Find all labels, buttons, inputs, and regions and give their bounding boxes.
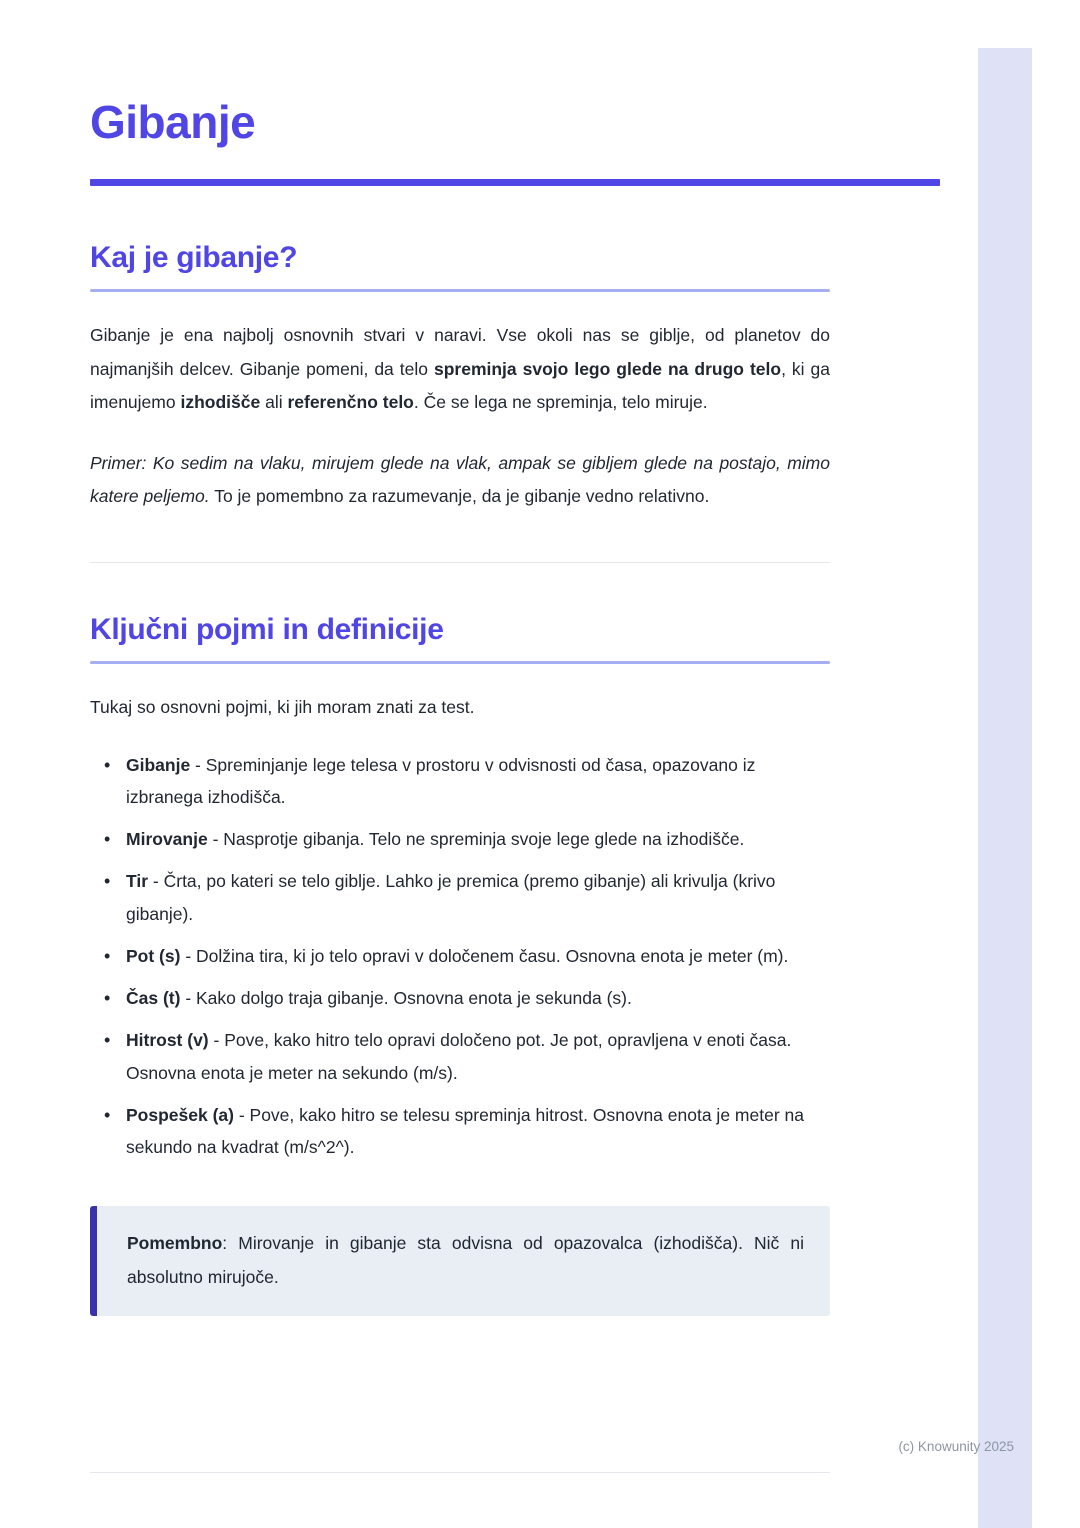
page-title: Gibanje	[90, 96, 256, 148]
paragraph-example	[90, 447, 830, 514]
side-strip	[978, 48, 1032, 1528]
list-item	[104, 982, 830, 1015]
paragraph-bold: spreminja svojo lego glede na drugo telo	[433, 358, 782, 379]
term-label: Čas (t)	[126, 987, 181, 1008]
title-rule	[90, 179, 940, 186]
content-column	[90, 0, 830, 1316]
callout-label: Pomembno	[127, 1233, 223, 1254]
paragraph-list-intro: Tukaj so osnovni pojmi, ki jih moram znati za test.	[90, 696, 475, 717]
term-label: Pospešek (a)	[126, 1104, 234, 1125]
term-definition: - Dolžina tira, ki jo telo opravi v določenem času. Osnovna enota je meter (m).	[180, 946, 789, 967]
important-callout	[90, 1206, 830, 1316]
list-item	[104, 749, 830, 815]
paragraph-italic: Primer: Ko sedim na vlaku, mirujem glede na vlak, ampak se gibljem glede na postajo, mimo katere peljemo.	[90, 452, 830, 507]
term-label: Mirovanje	[126, 829, 208, 850]
paragraph-text: ali	[260, 392, 288, 413]
term-definition: - Pove, kako hitro telo opravi določeno pot. Je pot, opravljena v enoti časa. Osnovna enota je meter na sekundo (m/s).	[126, 1029, 792, 1083]
paragraph-bold: izhodišče	[180, 392, 261, 413]
term-label: Tir	[126, 871, 149, 892]
term-label: Gibanje	[126, 754, 191, 775]
bottom-divider	[90, 1472, 830, 1473]
term-definition: - Črta, po kateri se telo giblje. Lahko je premica (premo gibanje) ali krivulja (krivo gibanje).	[126, 871, 776, 925]
term-definition: - Nasprotje gibanja. Telo ne spreminja svoje lege glede na izhodišče.	[207, 829, 745, 850]
paragraph-text: Gibanje je ena najbolj osnovnih stvari v naravi. Vse okoli nas se giblje, od planetov do najmanjših delcev. Gibanje pomeni, da telo	[90, 325, 830, 379]
section-heading-kaj-je-gibanje: Kaj je gibanje?	[90, 241, 298, 274]
list-item	[104, 865, 830, 931]
paragraph-text: . Če se lega ne spreminja, telo miruje.	[413, 392, 708, 413]
section-heading-kljucni-pojmi: Ključni pojmi in definicije	[90, 612, 444, 646]
callout-text: : Mirovanje in gibanje sta odvisna od opazovalca (izhodišča). Nič ni absolutno mirujoče.	[127, 1233, 804, 1287]
term-label: Hitrost (v)	[126, 1029, 209, 1050]
callout-paragraph	[127, 1227, 804, 1294]
section-rule	[90, 289, 830, 292]
paragraph-text: , ki ga imenujemo	[90, 358, 830, 413]
paragraph-text: To je pomembno za razumevanje, da je gibanje vedno relativno.	[209, 486, 710, 507]
footer-credit: (c) Knowunity 2025	[898, 1439, 1014, 1454]
section-rule	[90, 661, 830, 664]
term-label: Pot (s)	[126, 946, 181, 967]
list-item	[104, 823, 830, 856]
paragraph-bold: referenčno telo	[287, 392, 414, 413]
term-definition: - Pove, kako hitro se telesu spreminja hitrost. Osnovna enota je meter na sekundo na kvadrat (m/s^2^).	[126, 1104, 804, 1158]
term-definition: - Spreminjanje lege telesa v prostoru v odvisnosti od časa, opazovano iz izbranega izhodišča.	[126, 754, 756, 808]
term-definition: - Kako dolgo traja gibanje. Osnovna enota je sekunda (s).	[180, 987, 632, 1008]
list-item	[104, 940, 830, 973]
list-item	[104, 1099, 830, 1165]
section-divider	[90, 562, 830, 563]
list-item	[104, 1024, 830, 1090]
key-terms-list	[90, 749, 830, 1165]
paragraph-intro	[90, 319, 830, 420]
